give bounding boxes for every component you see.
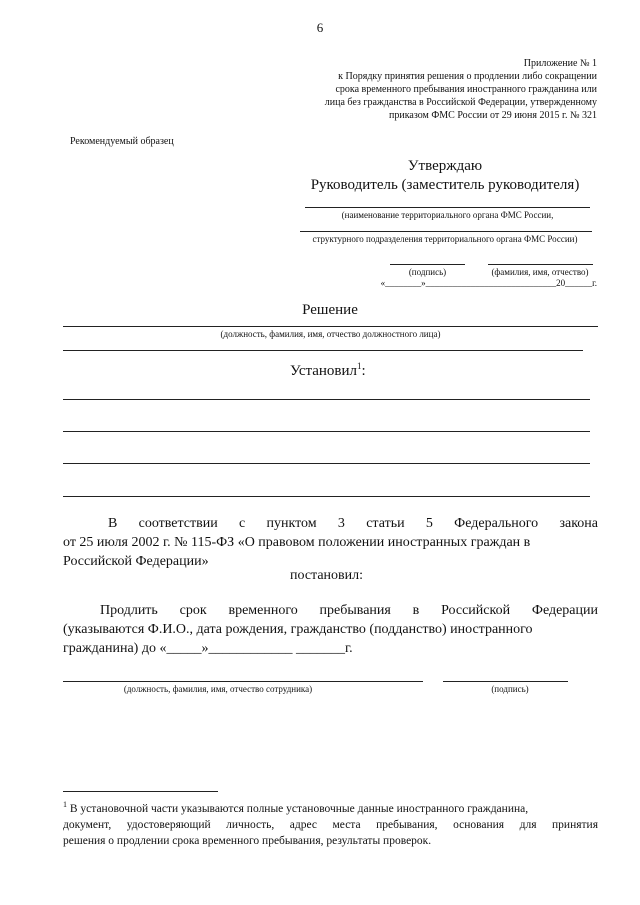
decision-title: Решение — [302, 302, 358, 318]
appendix-line: лица без гражданства в Российской Федерации, утвержденному — [324, 97, 597, 108]
approve-title: Утверждаю — [407, 158, 483, 174]
appendix-line: Приложение № 1 — [523, 58, 597, 69]
footnote-text: В установочной части указываются полные установочные данные иностранного гражданина, — [67, 802, 529, 815]
approver-name-line — [488, 264, 593, 265]
footnote — [63, 797, 598, 849]
para2-line3: гражданина) до «_____»____________ _______г. — [63, 641, 353, 656]
employee-caption: (должность, фамилия, имя, отчество сотрудника) — [123, 684, 313, 694]
footnote-line: документ, удостоверяющий личность, адрес места пребывания, основания для принятия — [63, 818, 598, 831]
official-line — [63, 326, 598, 327]
approver-sign-line — [390, 264, 465, 265]
established-line-2 — [63, 431, 590, 432]
appendix-line: приказом ФМС России от 29 июня 2015 г. № 321 — [388, 110, 597, 121]
official-line-2 — [63, 350, 583, 351]
established-colon: : — [361, 363, 366, 379]
approver-name-caption: (фамилия, имя, отчество) — [491, 267, 589, 277]
recommended-sample: Рекомендуемый образец — [70, 136, 174, 147]
org-unit-caption: структурного подразделения территориального органа ФМС России) — [312, 234, 578, 244]
org-name-caption: (наименование территориального органа ФМС России, — [341, 210, 554, 220]
employee-sign-caption: (подпись) — [491, 684, 529, 694]
approver-sign-caption: (подпись) — [408, 267, 447, 277]
appendix-header — [280, 57, 597, 122]
org-name-line — [305, 207, 590, 208]
org-unit-line — [300, 231, 592, 232]
established-line-1 — [63, 399, 590, 400]
appendix-line: срока временного пребывания иностранного гражданина или — [335, 84, 597, 95]
appendix-line: к Порядку принятия решения о продлении либо сокращении — [338, 71, 597, 82]
page-number: 6 — [316, 20, 324, 35]
approve-date: «________»_____________________________20______г. — [380, 278, 597, 288]
established-line-3 — [63, 463, 590, 464]
employee-line — [63, 681, 423, 682]
footnote-mark: 1 — [63, 800, 67, 809]
para2-line1: Продлить срок временного пребывания в Российской Федерации — [100, 603, 598, 618]
footnote-line — [63, 797, 598, 817]
official-caption: (должность, фамилия, имя, отчество должностного лица) — [220, 329, 441, 339]
footnote-line: решения о продлении срока временного пребывания, результаты проверок. — [63, 834, 432, 847]
established-text: Установил — [290, 363, 357, 379]
para2-line2: (указываются Ф.И.О., дата рождения, гражданство (подданство) иностранного — [63, 622, 533, 637]
para1-line3: Российской Федерации» — [63, 554, 209, 569]
para1-line1: В соответствии с пунктом 3 статьи 5 Федерального закона — [108, 516, 598, 531]
footnote-separator — [63, 791, 218, 792]
employee-sign-line — [443, 681, 568, 682]
established-line-4 — [63, 496, 590, 497]
approve-subtitle: Руководитель (заместитель руководителя) — [310, 177, 580, 193]
decreed: постановил: — [290, 568, 364, 583]
para1-line2: от 25 июля 2002 г. № 115-ФЗ «О правовом положении иностранных граждан в — [63, 535, 531, 550]
established-title — [290, 361, 366, 380]
footnote-ref: 1 — [357, 361, 362, 371]
